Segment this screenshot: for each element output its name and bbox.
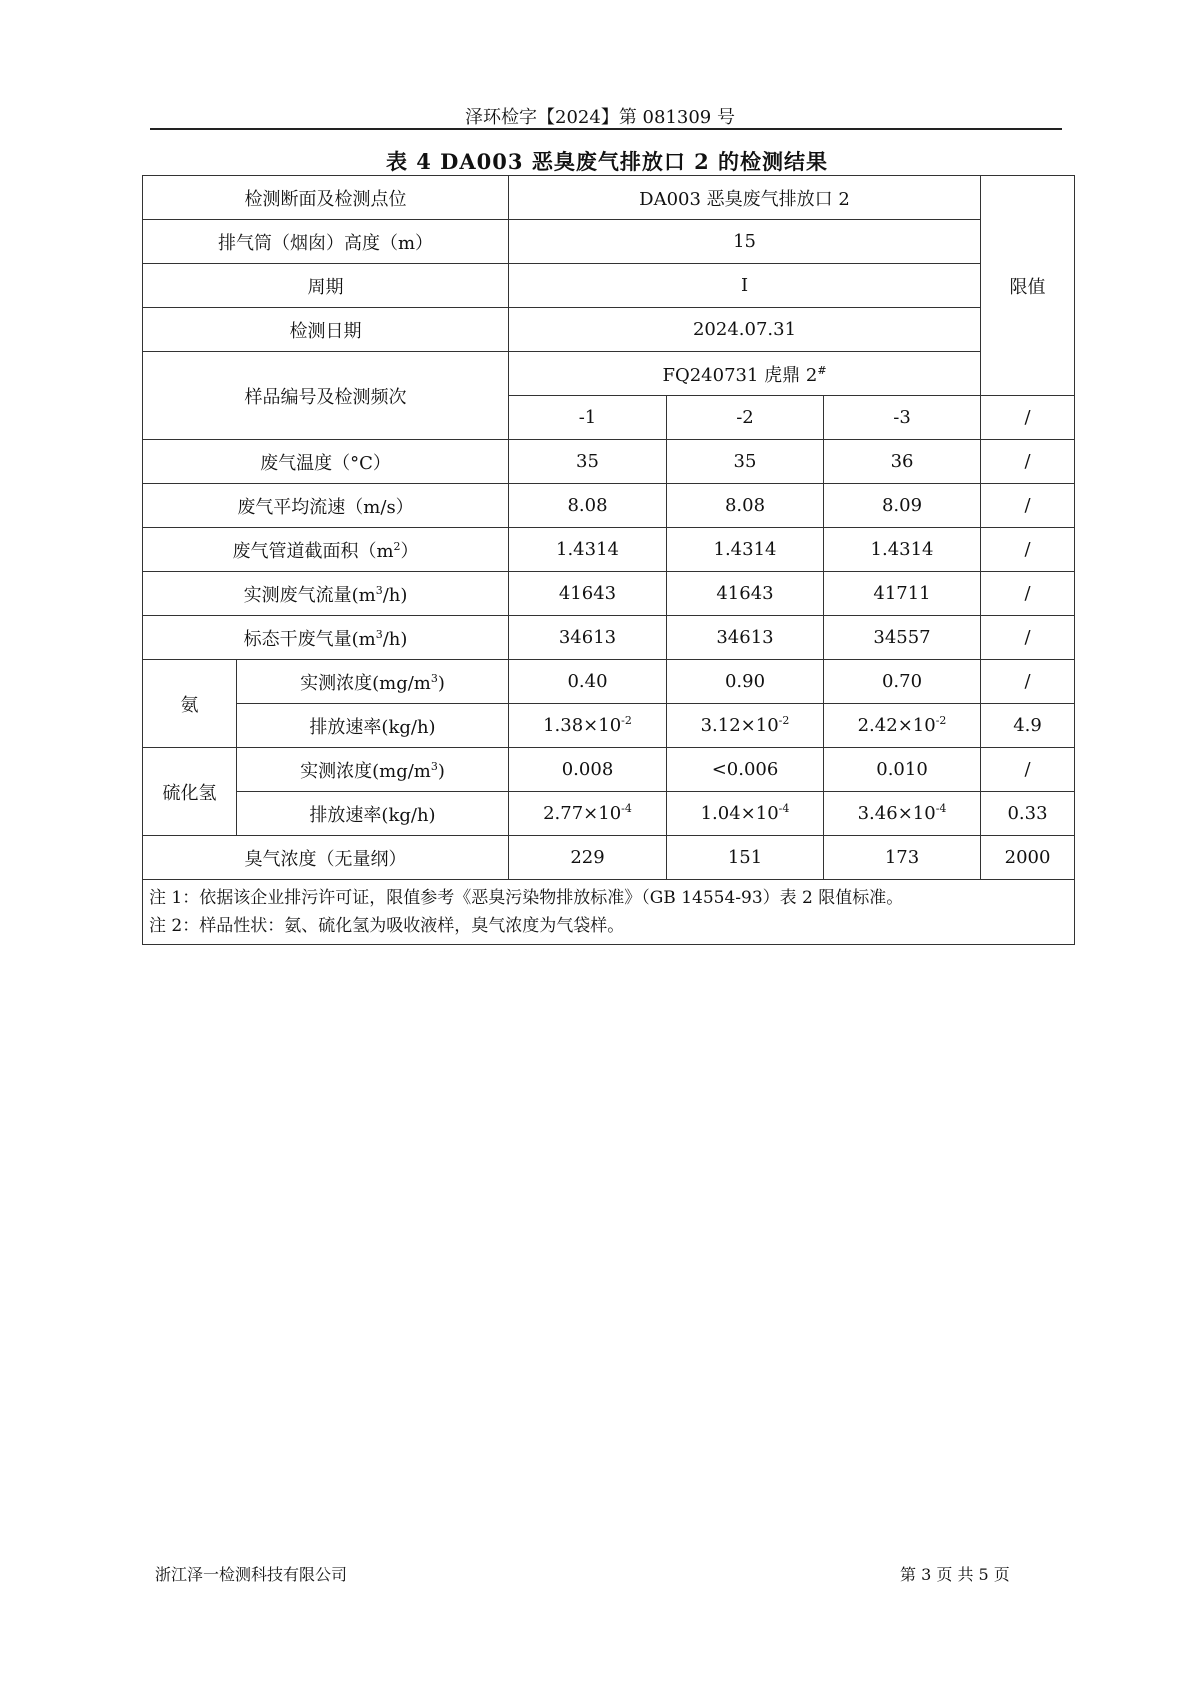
sample-label: 样品编号及检测频次 bbox=[143, 352, 509, 440]
value-cell: 0.010 bbox=[824, 748, 981, 792]
row-label-sup: 2 bbox=[393, 539, 401, 553]
limit-cell: 0.33 bbox=[981, 792, 1075, 836]
limit-cell: / bbox=[981, 616, 1075, 660]
param-label bbox=[237, 748, 509, 792]
param-label-text: ) bbox=[437, 672, 445, 694]
freq-cell: -1 bbox=[509, 396, 667, 440]
rate-exp: -2 bbox=[778, 714, 790, 727]
row-label-sup: 3 bbox=[375, 583, 383, 597]
rate-base: 2.77×10 bbox=[543, 803, 622, 824]
rate-base: 3.46×10 bbox=[857, 803, 936, 824]
section-value: DA003 恶臭废气排放口 2 bbox=[509, 176, 981, 220]
param-label bbox=[237, 660, 509, 704]
value-cell: 35 bbox=[509, 440, 667, 484]
freq-cell: -3 bbox=[824, 396, 981, 440]
param-label-text: 实测浓度(mg/m bbox=[300, 760, 431, 782]
param-label-sup: 3 bbox=[430, 759, 438, 773]
value-cell: 41643 bbox=[509, 572, 667, 616]
table-row bbox=[143, 440, 1075, 484]
param-label-text: 实测浓度(mg/m bbox=[300, 672, 431, 694]
value-cell: 34613 bbox=[667, 616, 824, 660]
company-name: 浙江泽一检测科技有限公司 bbox=[155, 1565, 348, 1584]
limit-cell: / bbox=[981, 528, 1075, 572]
row-label-text: ） bbox=[400, 540, 419, 562]
value-cell: 41643 bbox=[667, 572, 824, 616]
table-row bbox=[143, 572, 1075, 616]
rate-exp: -2 bbox=[935, 714, 947, 727]
period-value: I bbox=[509, 264, 981, 308]
rate-base: 1.04×10 bbox=[700, 803, 779, 824]
rate-exp: -2 bbox=[621, 714, 632, 727]
date-value: 2024.07.31 bbox=[509, 308, 981, 352]
sample-id-text: FQ240731 虎鼎 2 bbox=[662, 364, 818, 386]
table-row bbox=[143, 836, 1075, 880]
value-cell: 173 bbox=[824, 836, 981, 880]
row-label bbox=[143, 572, 509, 616]
param-label: 排放速率(kg/h) bbox=[237, 704, 509, 748]
pollutant-name-h2s: 硫化氢 bbox=[143, 748, 237, 836]
table-row bbox=[143, 616, 1075, 660]
freq-cell: -2 bbox=[667, 396, 824, 440]
value-cell: 8.08 bbox=[667, 484, 824, 528]
freq-cell: / bbox=[981, 396, 1075, 440]
notes-cell bbox=[143, 880, 1075, 945]
value-cell: 0.40 bbox=[509, 660, 667, 704]
row-label-sup: 3 bbox=[375, 627, 383, 641]
row-label bbox=[143, 528, 509, 572]
value-cell bbox=[824, 792, 981, 836]
value-cell: 0.90 bbox=[667, 660, 824, 704]
table-row bbox=[143, 792, 1075, 836]
limit-header: 限值 bbox=[981, 176, 1075, 396]
row-label-text: 废气管道截面积（m bbox=[232, 540, 394, 562]
table-title: 表 4 DA003 恶臭废气排放口 2 的检测结果 bbox=[385, 149, 829, 174]
sample-id-sup: # bbox=[817, 363, 827, 377]
pollutant-name-ammonia: 氨 bbox=[143, 660, 237, 748]
rate-base: 3.12×10 bbox=[700, 715, 779, 736]
table-row bbox=[143, 484, 1075, 528]
row-label-text: /h) bbox=[382, 584, 408, 606]
value-cell: 1.4314 bbox=[509, 528, 667, 572]
value-cell: 8.09 bbox=[824, 484, 981, 528]
value-cell: 1.4314 bbox=[667, 528, 824, 572]
limit-cell: / bbox=[981, 660, 1075, 704]
limit-cell: / bbox=[981, 484, 1075, 528]
limit-cell: 2000 bbox=[981, 836, 1075, 880]
rate-exp: -4 bbox=[935, 802, 947, 815]
limit-cell: / bbox=[981, 748, 1075, 792]
value-cell: 34557 bbox=[824, 616, 981, 660]
param-label-sup: 3 bbox=[430, 671, 438, 685]
table-row bbox=[143, 748, 1075, 792]
date-label: 检测日期 bbox=[143, 308, 509, 352]
value-cell: 0.70 bbox=[824, 660, 981, 704]
rate-base: 1.38×10 bbox=[543, 715, 622, 736]
value-cell bbox=[509, 704, 667, 748]
limit-cell: 4.9 bbox=[981, 704, 1075, 748]
row-label bbox=[143, 616, 509, 660]
table-row bbox=[143, 308, 1075, 352]
section-label: 检测断面及检测点位 bbox=[143, 176, 509, 220]
value-cell: <0.006 bbox=[667, 748, 824, 792]
limit-cell: / bbox=[981, 440, 1075, 484]
value-cell bbox=[509, 792, 667, 836]
value-cell: 34613 bbox=[509, 616, 667, 660]
value-cell bbox=[667, 704, 824, 748]
value-cell: 41711 bbox=[824, 572, 981, 616]
table-row bbox=[143, 220, 1075, 264]
value-cell: 36 bbox=[824, 440, 981, 484]
param-label-text: ) bbox=[437, 760, 445, 782]
value-cell: 8.08 bbox=[509, 484, 667, 528]
limit-cell: / bbox=[981, 572, 1075, 616]
table-row bbox=[143, 660, 1075, 704]
param-label: 排放速率(kg/h) bbox=[237, 792, 509, 836]
row-label: 废气温度（°C） bbox=[143, 440, 509, 484]
table-row bbox=[143, 176, 1075, 220]
period-label: 周期 bbox=[143, 264, 509, 308]
page-number: 第 3 页 共 5 页 bbox=[900, 1565, 1010, 1584]
results-table bbox=[142, 175, 1075, 945]
table-row bbox=[143, 352, 1075, 396]
sample-id bbox=[509, 352, 981, 396]
value-cell: 0.008 bbox=[509, 748, 667, 792]
height-label: 排气筒（烟囱）高度（m） bbox=[143, 220, 509, 264]
note-1: 注 1：依据该企业排污许可证，限值参考《恶臭污染物排放标准》（GB 14554-93）表 2 限值标准。 bbox=[149, 888, 904, 908]
row-label-text: 实测废气流量(m bbox=[243, 584, 376, 606]
note-2: 注 2：样品性状：氨、硫化氢为吸收液样，臭气浓度为气袋样。 bbox=[149, 916, 625, 936]
rate-base: 2.42×10 bbox=[857, 715, 936, 736]
header-rule bbox=[150, 128, 1062, 130]
row-label: 臭气浓度（无量纲） bbox=[143, 836, 509, 880]
height-value: 15 bbox=[509, 220, 981, 264]
rate-exp: -4 bbox=[778, 802, 790, 815]
table-row bbox=[143, 528, 1075, 572]
value-cell bbox=[824, 704, 981, 748]
value-cell: 1.4314 bbox=[824, 528, 981, 572]
value-cell: 35 bbox=[667, 440, 824, 484]
row-label-text: /h) bbox=[382, 628, 408, 650]
value-cell: 229 bbox=[509, 836, 667, 880]
value-cell bbox=[667, 792, 824, 836]
row-label: 废气平均流速（m/s） bbox=[143, 484, 509, 528]
row-label-text: 标态干废气量(m bbox=[243, 628, 376, 650]
table-row bbox=[143, 264, 1075, 308]
document-number: 泽环检字【2024】第 081309 号 bbox=[465, 107, 735, 128]
rate-exp: -4 bbox=[621, 802, 632, 815]
table-row bbox=[143, 880, 1075, 945]
table-row bbox=[143, 704, 1075, 748]
value-cell: 151 bbox=[667, 836, 824, 880]
